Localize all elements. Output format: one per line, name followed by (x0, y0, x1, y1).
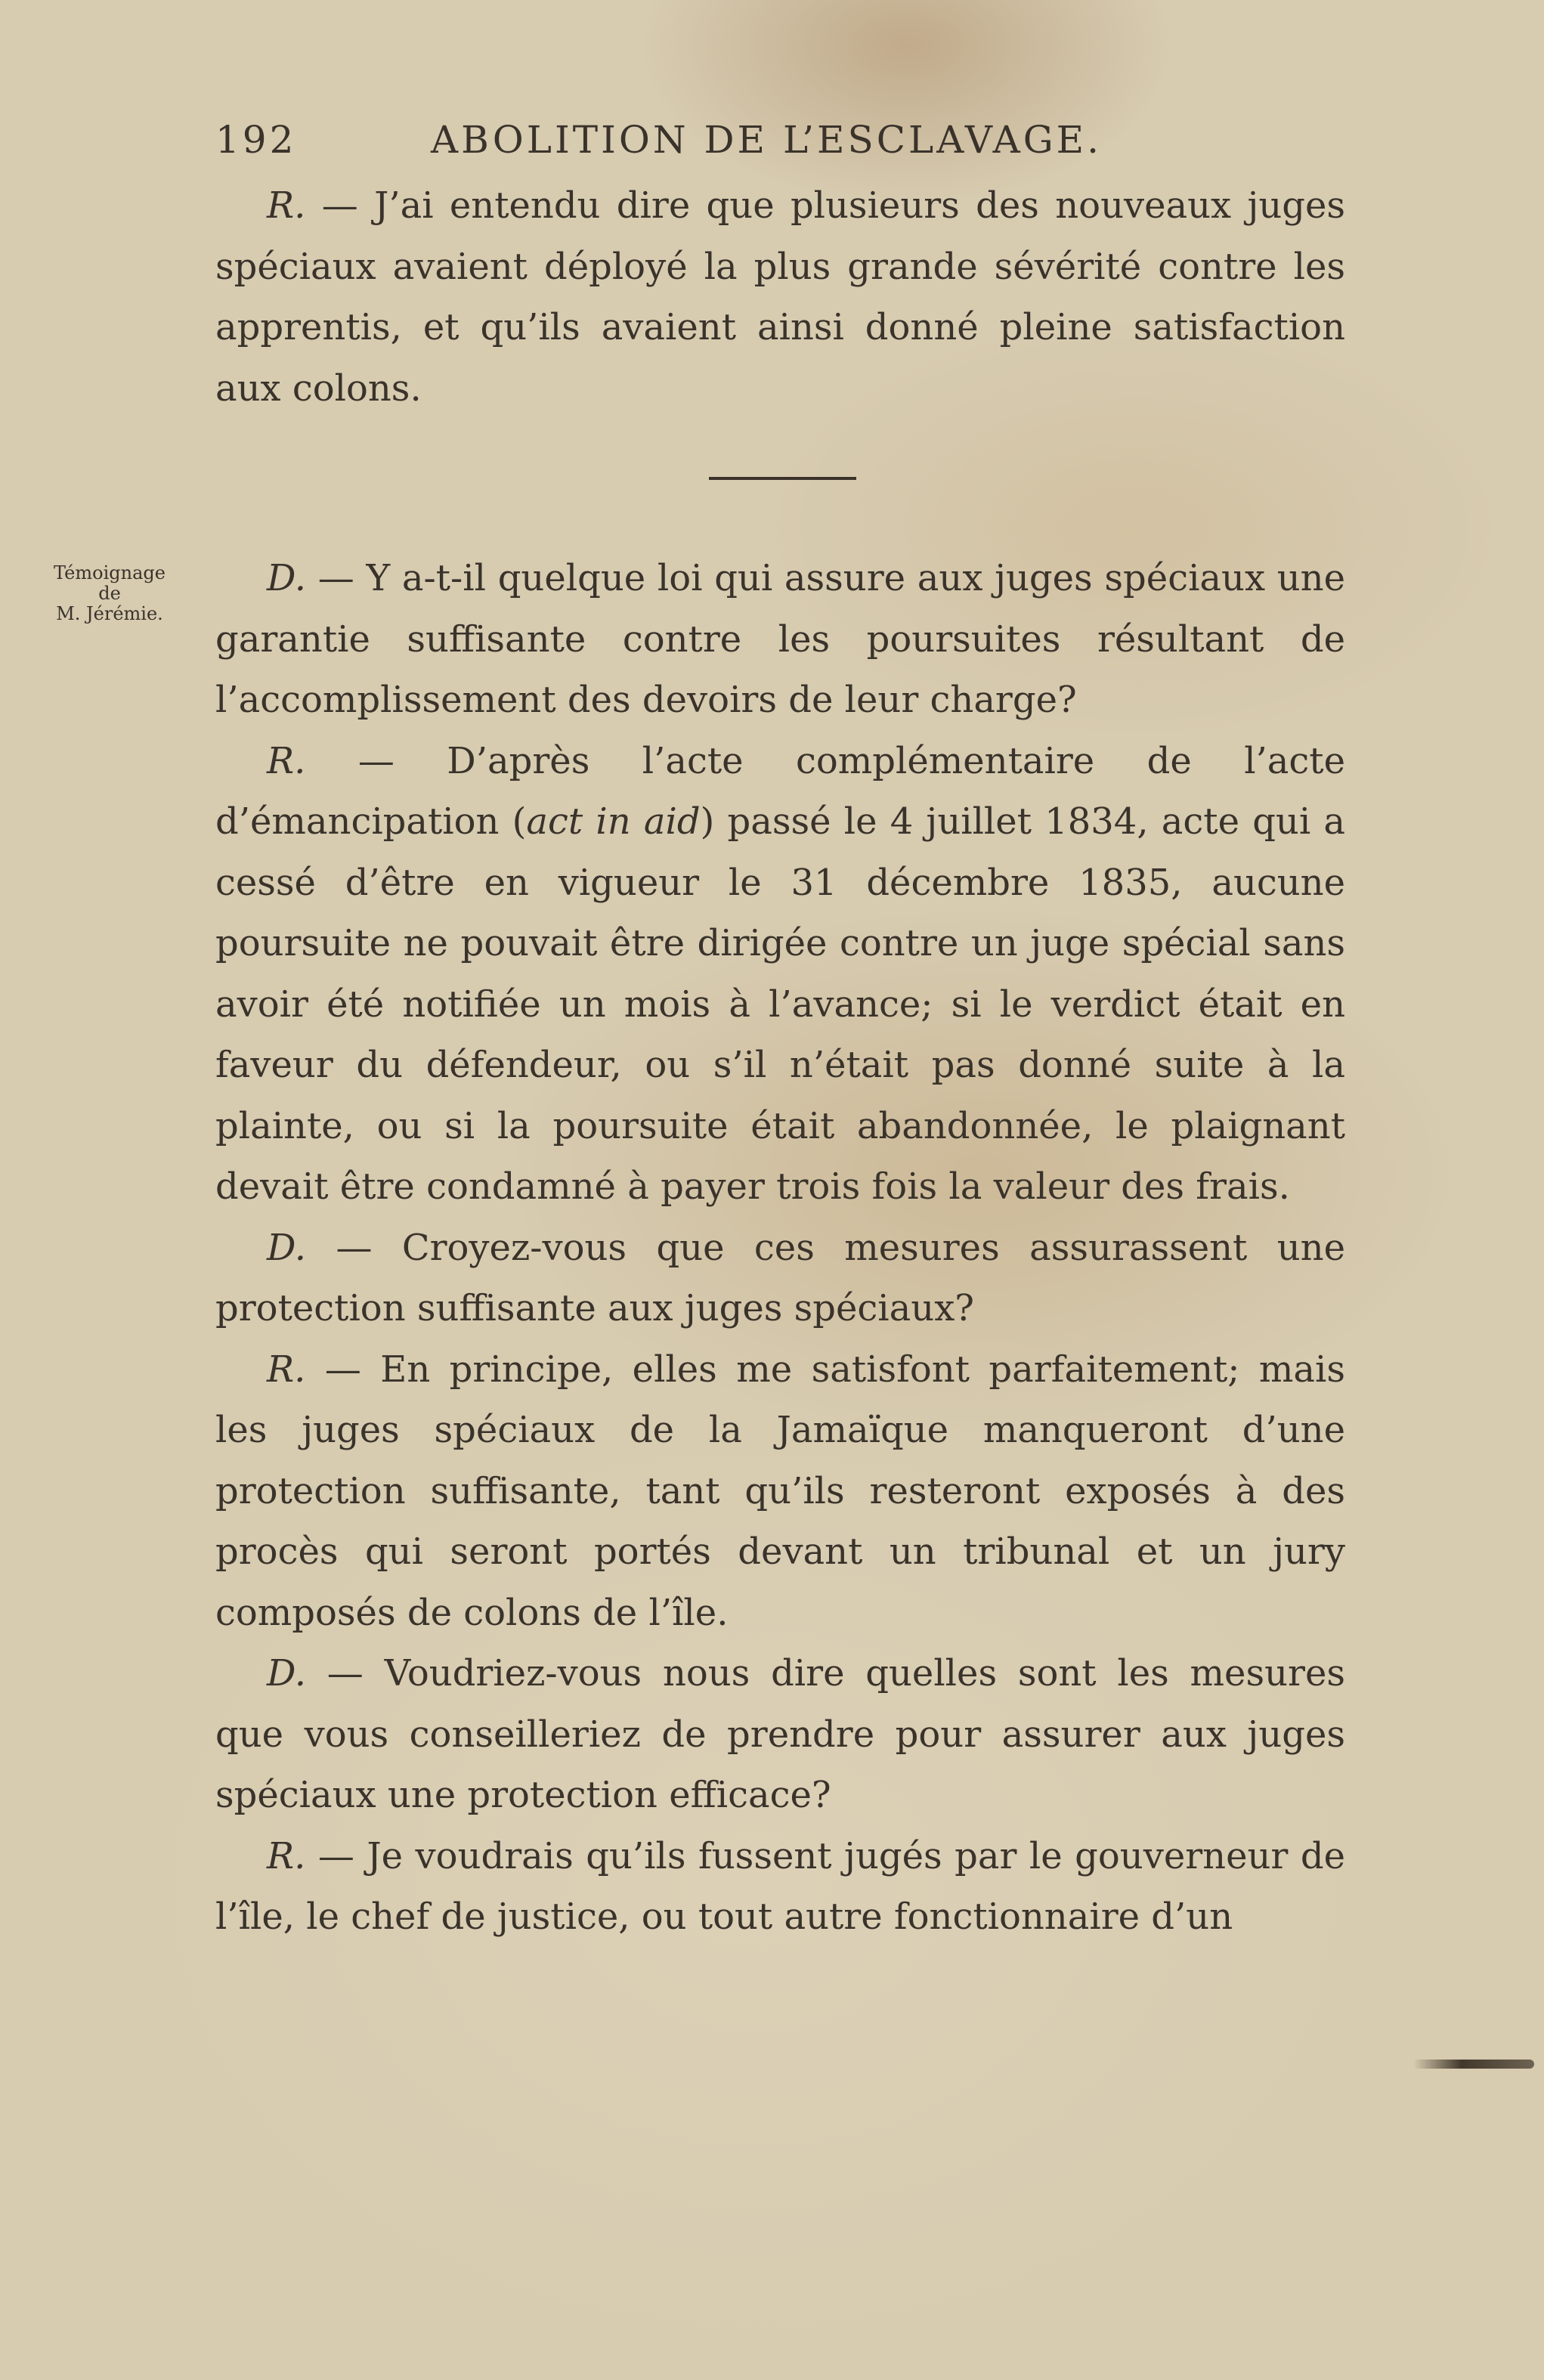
answer-paragraph (215, 731, 1345, 1218)
speaker-label: D. (267, 1652, 307, 1694)
answer-paragraph (215, 1826, 1345, 1948)
question-paragraph (215, 1643, 1345, 1826)
speaker-label: R. (267, 739, 306, 782)
page-number: 192 (215, 118, 297, 162)
section-divider (709, 477, 856, 480)
question-paragraph (215, 548, 1345, 731)
answer-paragraph (215, 175, 1345, 419)
paragraph-text: — En principe, elles me satisfont parfaitement; mais les juges spéciaux de la Jamaïque manqueront d’une protection suffisante, tant qu’ils resteront exposés à des procès qui seront portés devant un tribunal et un jury composés de colons de l’île. (215, 1348, 1345, 1634)
paragraph-text: — D’après l’acte complémentaire de l’acte d’émancipation ( (215, 739, 1345, 843)
paragraph-text: — Croyez-vous que ces mesures assurassent une protection suffisante aux juges spéciaux? (215, 1226, 1345, 1329)
paragraph-text: — Y a-t-il quelque loi qui assure aux juges spéciaux une garantie suffisante contre les poursuites résultant de l’accomplissement des devoirs de leur charge? (215, 557, 1345, 721)
speaker-label: R. (267, 1348, 306, 1391)
paragraph-text: — J’ai entendu dire que plusieurs des nouveaux juges spéciaux avaient déployé la plus grande sévérité contre les apprentis, et qu’ils avaient ainsi donné pleine satisfaction aux colons. (215, 184, 1345, 410)
speaker-label: R. (267, 1834, 306, 1877)
speaker-label: R. (267, 184, 306, 227)
speaker-label: D. (267, 1226, 307, 1269)
margin-note-line: M. Jérémie. (56, 603, 163, 624)
paragraph-text: ) passé le 4 juillet 1834, acte qui a cessé d’être en vigueur le 31 décembre 1835, aucune poursuite ne pouvait être dirigée contre un juge spécial sans avoir été notifiée un mois à l’avance; si le verdict était en faveur du défendeur, ou s’il n’était pas donné suite à la plainte, ou si la poursuite était abandonnée, le plaignant devait être condamné à payer trois fois la valeur des frais. (215, 800, 1346, 1208)
running-title: ABOLITION DE L’ESCLAVAGE. (431, 118, 1103, 162)
top-answer-block (215, 175, 1345, 419)
testimony-body (215, 548, 1345, 1948)
answer-paragraph (215, 1339, 1345, 1644)
ink-smudge (1413, 2060, 1534, 2069)
margin-note-line: de (98, 583, 121, 604)
margin-note-line: Témoignage (54, 562, 166, 583)
margin-note (26, 563, 193, 624)
question-paragraph (215, 1218, 1345, 1339)
italic-term: act in aid (526, 800, 701, 843)
speaker-label: D. (267, 557, 307, 599)
paragraph-text: — Je voudrais qu’ils fussent jugés par le gouverneur de l’île, le chef de justice, ou tout autre fonctionnaire d’un (215, 1834, 1345, 1938)
paragraph-text: — Voudriez-vous nous dire quelles sont les mesures que vous conseilleriez de prendre pour assurer aux juges spéciaux une protection efficace? (215, 1652, 1345, 1816)
